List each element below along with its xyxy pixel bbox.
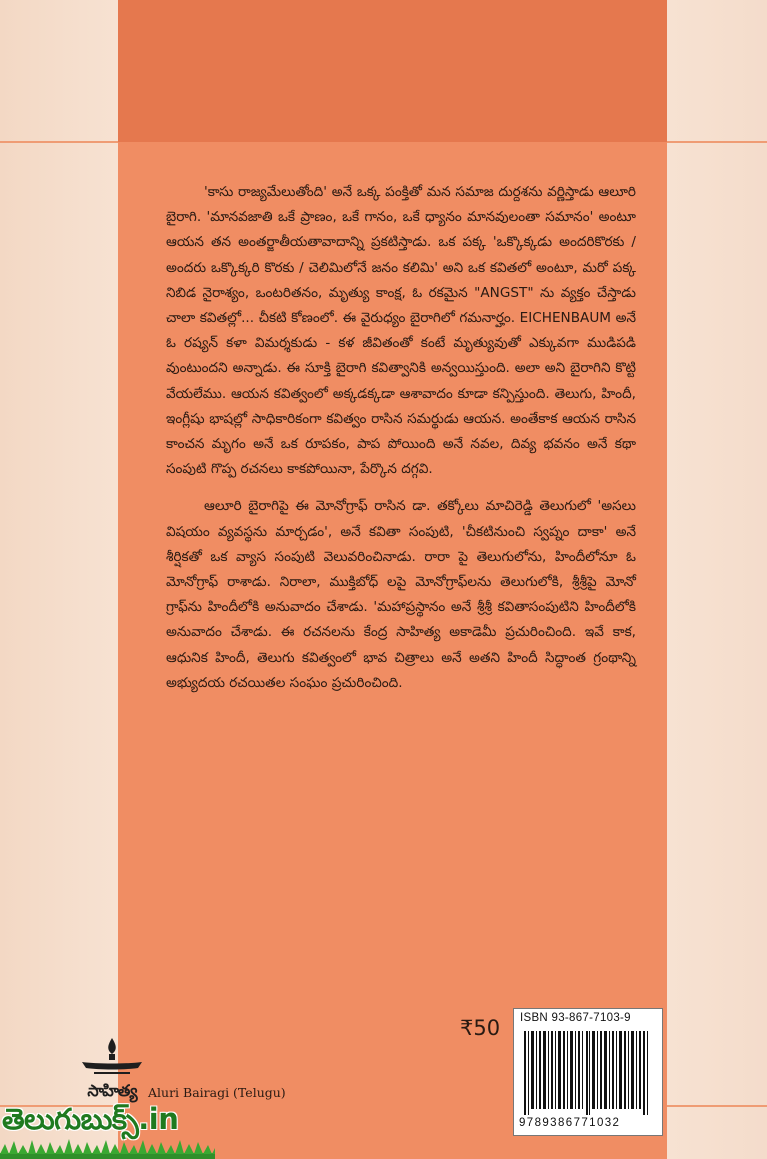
cover-top-band: [118, 0, 667, 142]
isbn-text: ISBN 93-867-7103-9: [520, 1012, 631, 1024]
blurb-paragraph-1: 'కాసు రాజ్యమేలుతోంది' అనే ఒక్క పంక్తితో మన సమాజ దుర్దశను వర్ణిస్తాడు ఆలూరి బైరాగి. 'మానవజాతి ఒకే ప్రాణం, ఒకే గానం, ఒకే ధ్యానం మానవులంతా సమానం' అంటూ ఆయన తన అంతర్జాతీయతావాదాన్ని ప్రకటిస్తాడు. ఒక పక్క 'ఒక్కొక్కడు అందరికొరకు / అందరు ఒక్కొక్కరి కొరకు / చెలిమిలోనే జనం కలిమి' అని ఒక కవితలో అంటూ, మరో పక్క నిబిడ నైరాశ్యం, ఒంటరితనం, మృత్యు కాంక్ష, ఓ రకమైన "ANGST" ను వ్యక్తం చేస్తాడు చాలా కవితల్లో... చీకటి కోణంలో. ఈ వైరుధ్యం బైరాగిలో గమనార్హం. EICHENBAUM అనే ఓ రష్యన్ కళా విమర్శకుడు - కళ జీవితంతో కంటే మృత్యువుతో ఎక్కువగా ముడిపడి వుంటుందని అన్నాడు. ఈ సూక్తి బైరాగి కవిత్వానికి అన్వయిస్తుంది. అలా అని బైరాగిని కొట్టి వేయలేము. ఆయన కవిత్వంలో అక్కడక్కడా ఆశావాదం కూడా కన్పిస్తుంది. తెలుగు, హిందీ, ఇంగ్లీషు భాషల్లో సాధికారికంగా కవిత్వం రాసిన సమర్థుడు ఆయన. అంతేకాక ఆయన రాసిన కాంచన మృగం అనే ఒక రూపకం, పాప పోయింది అనే నవల, దివ్య భవనం అనే కథా సంపుటి గొప్ప రచనలు కాకపోయినా, పేర్కొన దగ్గవి.: [166, 184, 636, 478]
blurb-paragraph-2: ఆలూరి బైరాగిపై ఈ మోనోగ్రాఫ్ రాసిన డా. తక్కోలు మాచిరెడ్డి తెలుగులో 'అసలు విషయం వ్యవస్థను మార్చడం', అనే కవితా సంపుటి, 'చీకటినుంచి స్వప్నం దాకా' అనే శీర్షికతో ఒక వ్యాస సంపుటి వెలువరించినాడు. రారా పై తెలుగులోను, హిందీలోనూ ఓ మోనోగ్రాఫ్ రాశాడు. నిరాలా, ముక్తిబోధ్ లపై మోనోగ్రాఫ్‌లను తెలుగులోకి, శ్రీశ్రీపై మోనో గ్రాఫ్‌ను హిందీలోకి అనువాదం చేశాడు. 'మహాప్రస్థానం అనే శ్రీశ్రీ కవితాసంపుటిని హిందీలోకి అనువాదం చేశాడు. ఈ రచనలను కేంద్ర సాహిత్య అకాడెమీ ప్రచురించింది. ఇవే కాక, ఆధునిక హిందీ, తెలుగు కవిత్వంలో భావ చిత్రాలు అనే అతని హిందీ సిద్ధాంత గ్రంథాన్ని అభ్యుదయ రచయితల సంఘం ప్రచురించింది.: [166, 498, 636, 691]
blurb-text: [166, 180, 636, 708]
left-margin-rule-top: [0, 141, 118, 143]
price-label: ₹50: [460, 1016, 501, 1040]
isbn-barcode: [513, 1008, 663, 1136]
barcode-number: 9789386771032: [519, 1117, 621, 1129]
right-margin-rule-top: [667, 141, 767, 143]
series-title: Aluri Bairagi (Telugu): [148, 1085, 286, 1100]
site-watermark: తెలుగుబుక్స్.in: [2, 1102, 179, 1136]
right-page-margin: [667, 0, 767, 1159]
barcode-bars: [522, 1031, 654, 1115]
publisher-logo-text: సాహిత్య: [87, 1081, 137, 1100]
grass-icon: [0, 1136, 215, 1159]
right-margin-rule-bottom: [667, 1105, 767, 1107]
left-page-margin: [0, 0, 118, 1159]
sahitya-akademi-lamp-icon: [76, 1036, 148, 1084]
